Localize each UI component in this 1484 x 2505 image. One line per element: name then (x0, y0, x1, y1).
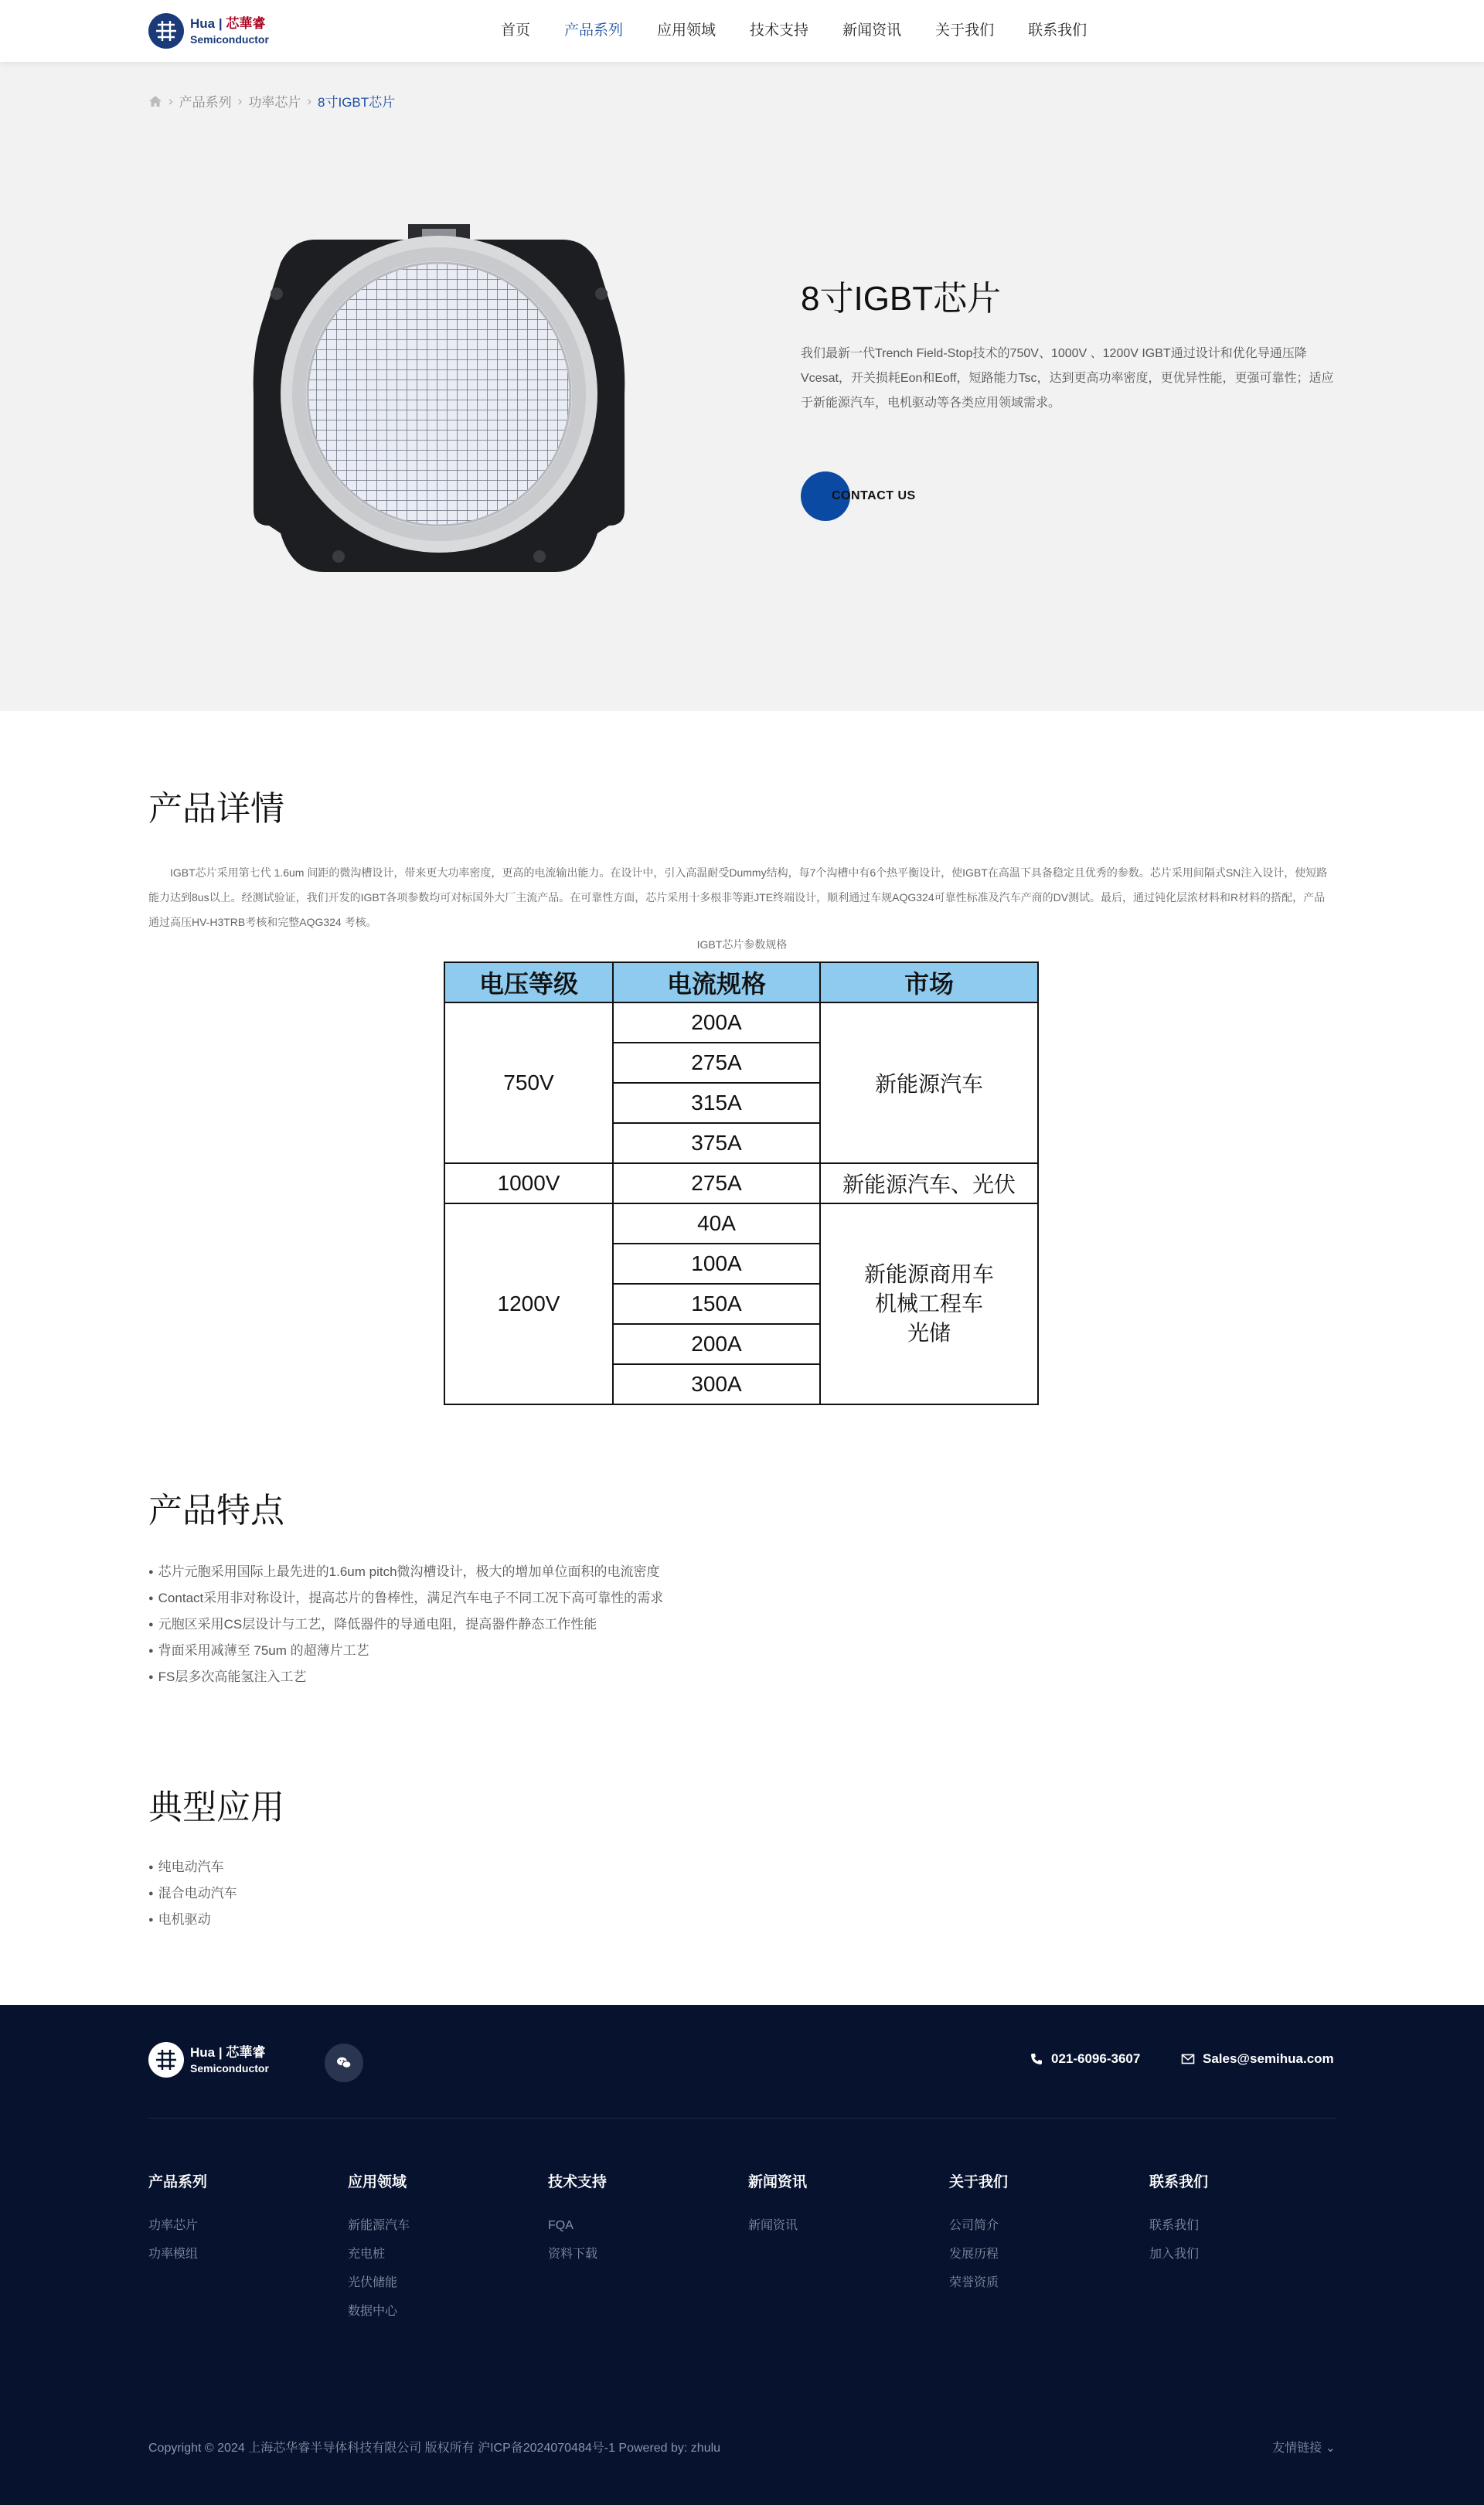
logo-text-en: Hua (190, 16, 216, 31)
footer-col-title: 应用领域 (348, 2174, 407, 2190)
logo-subtitle: Semiconductor (190, 2062, 269, 2074)
market-line: 机械工程车 (874, 1292, 983, 1315)
main-nav (501, 0, 1121, 62)
current-cell: 275A (613, 1163, 820, 1203)
breadcrumb-item-power-chip[interactable]: 功率芯片 (248, 95, 301, 110)
applications-section-title: 典型应用 (148, 1789, 284, 1826)
nav-item-about[interactable]: 关于我们 (935, 22, 995, 39)
logo-text-cn: 芯華睿 (226, 16, 266, 32)
contact-us-label: CONTACT US (832, 489, 916, 502)
breadcrumb-item-products[interactable]: 产品系列 (179, 95, 232, 110)
footer-link[interactable]: 联系我们 (1149, 2219, 1200, 2232)
list-item: ● 元胞区采用CS层设计与工艺，降低器件的导通电阻，提高器件静态工作性能 (148, 1612, 663, 1639)
list-item: ● 背面采用减薄至 75um 的超薄片工艺 (148, 1639, 663, 1665)
footer-link[interactable]: 新闻资讯 (748, 2219, 798, 2232)
applications-list (148, 1855, 237, 1934)
logo-emblem-icon (148, 2042, 184, 2078)
detail-section-title: 产品详情 (148, 790, 284, 828)
list-item: ● 纯电动汽车 (148, 1855, 237, 1881)
footer-link[interactable]: 加入我们 (1149, 2248, 1200, 2261)
home-icon[interactable] (148, 95, 162, 107)
friend-links-dropdown[interactable] (1272, 2438, 1336, 2456)
copyright-text: Copyright © 2024 上海芯华睿半导体科技有限公司 版权所有 沪ICP备2024070484号-1 Powered by: zhulu (148, 2442, 721, 2455)
nav-item-contact[interactable]: 联系我们 (1028, 22, 1087, 39)
footer-col-products (148, 2170, 207, 2268)
footer-col-title: 关于我们 (949, 2174, 1009, 2190)
footer-col-title: 联系我们 (1149, 2174, 1209, 2190)
footer-link[interactable]: 功率芯片 (148, 2219, 199, 2232)
footer-link[interactable]: 新能源汽车 (348, 2219, 410, 2232)
logo-text-cn: 芯華睿 (226, 2045, 266, 2061)
nav-item-news[interactable]: 新闻资讯 (842, 22, 902, 39)
footer-col-news (748, 2170, 807, 2240)
list-item: ● 电机驱动 (148, 1908, 237, 1934)
table-header-current: 电流规格 (613, 962, 820, 1002)
table-header-row (444, 962, 1038, 1002)
footer-col-support (548, 2170, 607, 2268)
features-list (148, 1560, 663, 1691)
footer-link[interactable]: FQA (548, 2219, 574, 2232)
friend-links-label: 友情链接 (1272, 2442, 1322, 2455)
current-cell: 300A (613, 1364, 820, 1404)
footer-link[interactable]: 公司简介 (949, 2219, 999, 2232)
chevron-down-icon: ⌄ (1325, 2442, 1336, 2455)
spec-table (444, 961, 1039, 1405)
footer-link[interactable]: 资料下载 (548, 2248, 598, 2261)
product-description: 我们最新一代Trench Field-Stop技术的750V、1000V 、1200V IGBT通过设计和优化导通压降Vcesat，开关损耗Eon和Eoff，短路能力Tsc，达到更高功率密度，更优异性能，更强可靠性；适应于新能源汽车，电机驱动等各类应用领域需求。 (801, 347, 1334, 410)
footer-email[interactable] (1181, 2051, 1334, 2067)
footer-phone[interactable] (1030, 2051, 1140, 2067)
logo-emblem-icon (148, 13, 184, 49)
site-logo[interactable]: Hua | 芯華睿 Semiconductor (148, 12, 269, 49)
product-hero (0, 62, 1484, 711)
list-item: ● Contact采用非对称设计，提高芯片的鲁棒性，满足汽车电子不同工况下高可靠性的需求 (148, 1586, 663, 1612)
footer-divider (148, 2118, 1336, 2119)
wechat-icon[interactable] (325, 2044, 363, 2082)
logo-text-en: Hua (190, 2045, 216, 2060)
footer-phone-text: 021-6096-3607 (1051, 2051, 1141, 2066)
voltage-cell: 1200V (444, 1203, 613, 1404)
market-line: 新能源商用车 (863, 1262, 994, 1286)
current-cell: 200A (613, 1324, 820, 1364)
current-cell: 275A (613, 1043, 820, 1083)
table-row (444, 1163, 1038, 1203)
breadcrumb-separator: › (168, 93, 173, 108)
voltage-cell: 1000V (444, 1163, 613, 1203)
current-cell: 150A (613, 1284, 820, 1324)
current-cell: 100A (613, 1244, 820, 1284)
footer-link[interactable]: 光伏储能 (348, 2276, 398, 2289)
current-cell: 200A (613, 1002, 820, 1043)
market-cell (820, 1203, 1038, 1404)
site-footer (0, 2005, 1484, 2505)
list-item: ● FS层多次高能氢注入工艺 (148, 1665, 663, 1691)
wafer-product-image (246, 209, 632, 580)
breadcrumb-separator: › (307, 93, 312, 108)
footer-col-contact (1149, 2170, 1208, 2268)
nav-item-home[interactable]: 首页 (501, 22, 531, 39)
detail-paragraph: IGBT芯片采用第七代 1.6um 间距的微沟槽设计，带来更大功率密度，更高的电流输出能力。在设计中，引入高温耐受Dummy结构，每7个沟槽中有6个热平衡设计，使IGBT在高温下具备稳定且优秀的参数。芯片采用间隔式SN注入设计，使短路能力达到8us以上。经测试验证，我们开发的IGBT各项参数均可对标国外大厂主流产品。在可靠性方面，芯片采用十多根非等距JTE终端设计，顺利通过车规AQG324可靠性标准及汽车产商的DV测试。最后，通过钝化层浓材料和R材料的搭配，产品通过高压HV-H3TRB考核和完整AQG324 考核。 (148, 866, 1328, 928)
footer-col-title: 技术支持 (548, 2174, 608, 2190)
footer-link[interactable]: 充电桩 (348, 2248, 386, 2261)
site-header (0, 0, 1484, 62)
market-cell: 新能源汽车、光伏 (820, 1163, 1038, 1203)
table-row (444, 1203, 1038, 1244)
mail-icon (1181, 2052, 1195, 2066)
table-header-voltage: 电压等级 (444, 962, 613, 1002)
current-cell: 375A (613, 1123, 820, 1163)
contact-us-button[interactable] (801, 471, 916, 521)
footer-link[interactable]: 发展历程 (949, 2248, 999, 2261)
footer-logo[interactable]: Hua | 芯華睿 Semiconductor (148, 2042, 269, 2078)
nav-item-support[interactable]: 技术支持 (750, 22, 809, 39)
footer-link[interactable]: 功率模组 (148, 2248, 199, 2261)
product-title: 8寸IGBT芯片 (801, 280, 1002, 318)
nav-item-applications[interactable]: 应用领域 (657, 22, 716, 39)
footer-email-text: Sales@semihua.com (1203, 2051, 1334, 2066)
footer-col-applications (348, 2170, 410, 2326)
current-cell: 40A (613, 1203, 820, 1244)
list-item: ● 混合电动汽车 (148, 1881, 237, 1908)
breadcrumb (148, 91, 395, 111)
current-cell: 315A (613, 1083, 820, 1123)
features-section-title: 产品特点 (148, 1492, 284, 1530)
phone-icon (1030, 2052, 1043, 2066)
table-caption: IGBT芯片参数规格 (696, 938, 788, 951)
market-line: 光储 (907, 1321, 951, 1345)
footer-link[interactable]: 荣誉资质 (949, 2276, 999, 2289)
market-cell: 新能源汽车 (820, 1002, 1038, 1163)
breadcrumb-item-current: 8寸IGBT芯片 (318, 95, 396, 110)
nav-item-products[interactable]: 产品系列 (564, 22, 624, 39)
list-item: ● 芯片元胞采用国际上最先进的1.6um pitch微沟槽设计，极大的增加单位面积的电流密度 (148, 1560, 663, 1586)
footer-col-about (949, 2170, 1008, 2297)
footer-col-title: 产品系列 (148, 2174, 208, 2190)
table-row (444, 1002, 1038, 1043)
logo-subtitle: Semiconductor (190, 33, 269, 46)
footer-col-title: 新闻资讯 (748, 2174, 808, 2190)
table-header-market: 市场 (820, 962, 1038, 1002)
voltage-cell: 750V (444, 1002, 613, 1163)
footer-link[interactable]: 数据中心 (348, 2305, 398, 2318)
breadcrumb-separator: › (237, 93, 243, 108)
